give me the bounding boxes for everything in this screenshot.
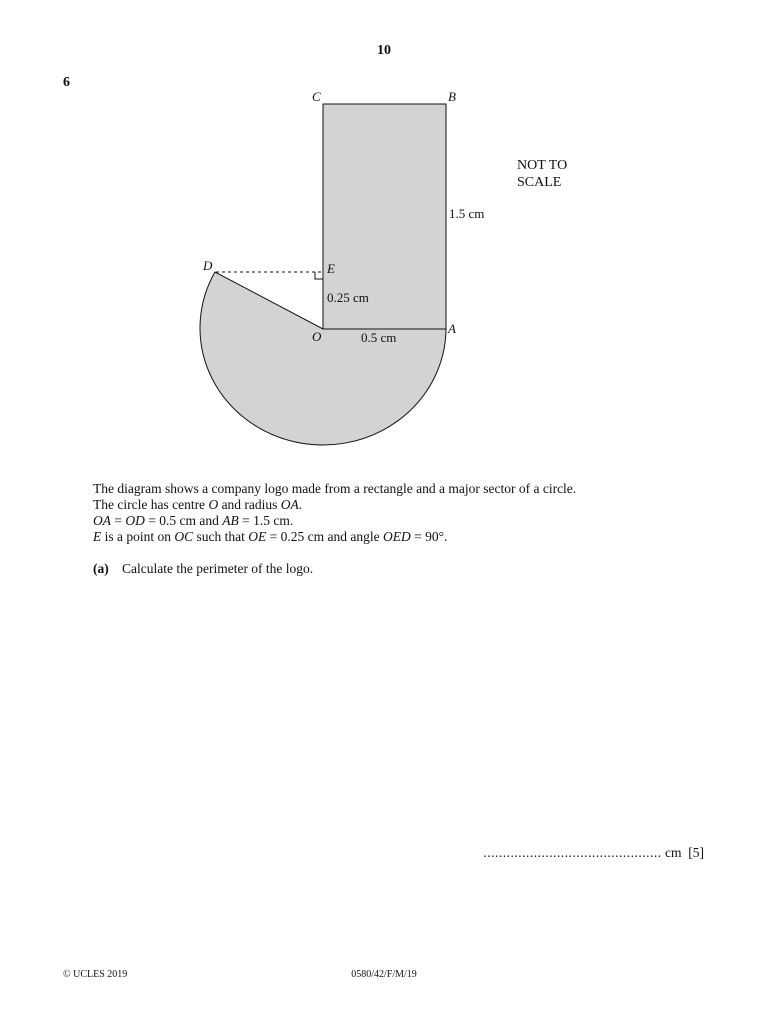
question-number: 6: [63, 75, 70, 90]
label-A: A: [448, 321, 456, 336]
measure-AB: 1.5 cm: [449, 206, 485, 221]
label-B: B: [448, 89, 456, 104]
not-to-scale-line1: NOT TO: [517, 158, 568, 173]
label-C: C: [312, 89, 321, 104]
answer-dots[interactable]: ..............................................: [483, 845, 662, 860]
intro-line-2: The circle has centre O and radius OA.: [93, 497, 303, 512]
part-a: [93, 561, 313, 577]
answer-line[interactable]: [483, 845, 704, 861]
measure-OE: 0.25 cm: [327, 290, 369, 305]
part-a-label: (a): [93, 561, 109, 576]
label-E: E: [327, 261, 335, 276]
answer-unit: cm: [665, 845, 682, 860]
label-D: D: [203, 258, 213, 273]
label-O: O: [312, 329, 322, 344]
right-angle-marker: [315, 272, 323, 279]
footer-code: 0580/42/F/M/19: [351, 969, 417, 980]
footer-copyright: © UCLES 2019: [63, 969, 128, 980]
part-a-text: Calculate the perimeter of the logo.: [122, 561, 314, 576]
not-to-scale-note: [517, 157, 567, 191]
page-number: 10: [377, 43, 391, 58]
logo-diagram: [0, 0, 768, 470]
question-intro: [93, 481, 576, 545]
intro-line-1: The diagram shows a company logo made from a rectangle and a major sector of a circle.: [93, 481, 577, 496]
intro-line-4: E is a point on OC such that OE = 0.25 cm and angle OED = 90°.: [93, 529, 448, 544]
measure-OA: 0.5 cm: [361, 330, 397, 345]
answer-marks: [5]: [688, 845, 704, 860]
intro-line-3: OA = OD = 0.5 cm and AB = 1.5 cm.: [93, 513, 294, 528]
not-to-scale-line2: SCALE: [517, 175, 562, 190]
